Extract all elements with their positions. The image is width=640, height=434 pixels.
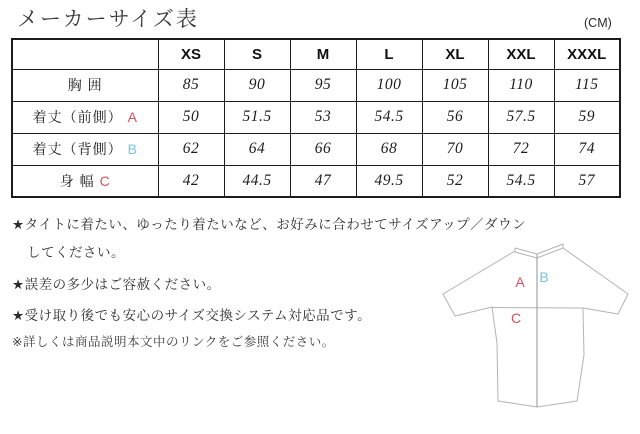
size-value-cell: 59 (554, 101, 620, 133)
right-underarm-line (583, 308, 618, 314)
left-cuff-line (443, 294, 455, 316)
size-value-cell: 54.5 (488, 165, 554, 197)
marker-a: A (127, 109, 138, 125)
note-exchange: ★受け取り後でも安心のサイズ交換システム対応品です。 (12, 308, 372, 323)
size-value-cell: 70 (422, 133, 488, 165)
size-value-cell: 54.5 (356, 101, 422, 133)
size-value-cell: 47 (290, 165, 356, 197)
note-fit-line2: してください。 (27, 245, 125, 260)
size-col-header: XXXL (554, 39, 620, 69)
size-value-cell: 51.5 (224, 101, 290, 133)
size-value-cell: 66 (290, 133, 356, 165)
note-tolerance: ★誤差の多少はご容赦ください。 (12, 277, 221, 292)
size-col-header: XS (158, 39, 224, 69)
right-shoulder-line (563, 248, 628, 294)
table-row-back-length (12, 133, 620, 165)
size-value-cell: 50 (158, 101, 224, 133)
table-row-front-length (12, 101, 620, 133)
marker-b: B (127, 141, 138, 157)
collar-line-top (515, 244, 563, 254)
left-side-seam (492, 307, 498, 401)
row-label (12, 101, 158, 133)
size-value-cell: 105 (422, 69, 488, 101)
row-label-text: 着丈（背側） (32, 141, 123, 157)
row-label-text: 胸 囲 (67, 77, 103, 93)
size-value-cell: 68 (356, 133, 422, 165)
size-value-cell: 115 (554, 69, 620, 101)
size-value-cell: 90 (224, 69, 290, 101)
size-value-cell: 100 (356, 69, 422, 101)
size-col-header: L (356, 39, 422, 69)
note-fit-line1: ★タイトに着たい、ゆったり着たいなど、お好みに合わせてサイズアップ／ダウン (12, 217, 527, 232)
size-col-header: S (224, 39, 290, 69)
row-label (12, 69, 158, 101)
corner-cell (12, 39, 158, 69)
page-title: メーカーサイズ表 (17, 8, 199, 31)
diagram-label-b: B (539, 269, 549, 285)
right-side-seam (577, 308, 584, 401)
table-row-body-width (12, 165, 620, 197)
size-value-cell: 72 (488, 133, 554, 165)
row-label-text: 身 幅 (59, 172, 95, 189)
row-label (12, 165, 158, 197)
diagram-label-a: A (515, 274, 525, 290)
size-header-row (12, 39, 620, 69)
size-value-cell: 95 (290, 69, 356, 101)
diagram-label-c: C (510, 310, 522, 326)
size-value-cell: 57 (554, 165, 620, 197)
size-value-cell: 49.5 (356, 165, 422, 197)
unit-label: (CM) (584, 16, 612, 30)
size-value-cell: 64 (224, 133, 290, 165)
size-value-cell: 110 (488, 69, 554, 101)
jersey-diagram (428, 243, 640, 415)
size-col-header: M (290, 39, 356, 69)
note-exchange-detail: ※詳しくは商品説明本文中のリンクをご参照ください。 (12, 335, 335, 349)
marker-c: C (99, 172, 111, 189)
right-cuff-line (618, 294, 628, 314)
table-row-chest (12, 69, 620, 101)
size-value-cell: 62 (158, 133, 224, 165)
size-value-cell: 74 (554, 133, 620, 165)
size-col-header: XXL (488, 39, 554, 69)
left-shoulder-line (443, 251, 515, 294)
size-value-cell: 42 (158, 165, 224, 197)
size-value-cell: 57.5 (488, 101, 554, 133)
left-underarm-line (455, 307, 492, 316)
size-value-cell: 44.5 (224, 165, 290, 197)
size-value-cell: 53 (290, 101, 356, 133)
row-label-text: 着丈（前側） (32, 109, 123, 125)
size-col-header: XL (422, 39, 488, 69)
row-label (12, 133, 158, 165)
size-value-cell: 56 (422, 101, 488, 133)
size-table (11, 38, 621, 198)
size-value-cell: 85 (158, 69, 224, 101)
size-value-cell: 52 (422, 165, 488, 197)
